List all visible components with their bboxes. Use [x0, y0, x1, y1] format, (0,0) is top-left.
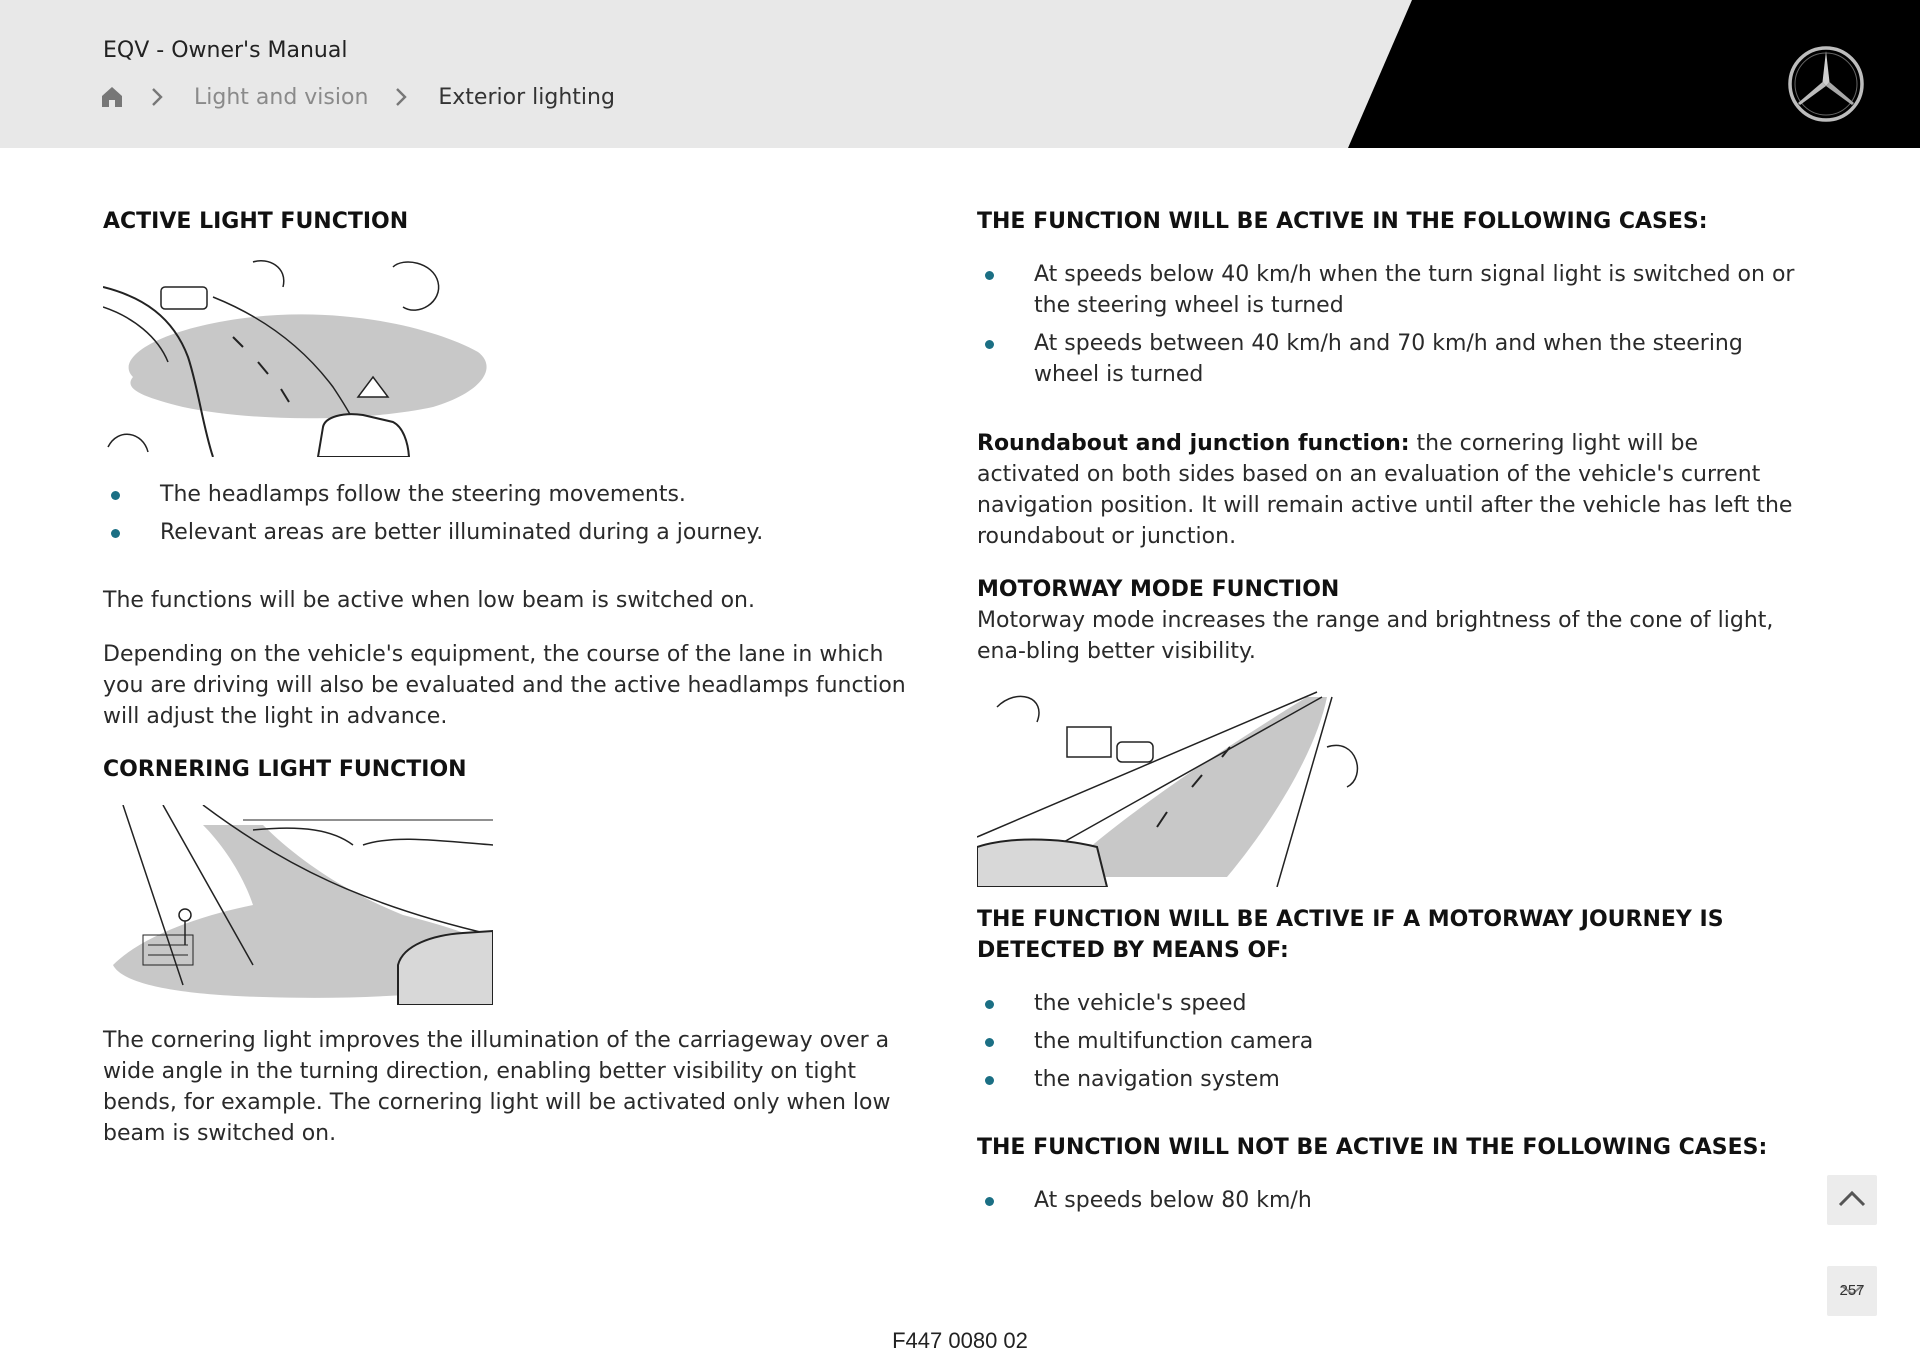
bullet-icon [985, 271, 994, 280]
active-cases-bullets [977, 259, 1797, 390]
list-item [103, 517, 923, 548]
list-item [977, 259, 1797, 321]
scroll-up-button[interactable] [1827, 1175, 1877, 1225]
motorway-detect-bullets [977, 988, 1797, 1095]
manual-title: EQV - Owner's Manual [103, 38, 348, 63]
right-column [977, 200, 1797, 1223]
bullet-icon [985, 1000, 994, 1009]
chevron-right-icon [392, 85, 410, 109]
breadcrumb-exterior-lighting: Exterior lighting [438, 84, 615, 110]
list-item [103, 479, 923, 510]
cornering-light-illustration [103, 805, 493, 1005]
not-active-bullets [977, 1185, 1797, 1216]
active-light-para-2: Depending on the vehicle's equipment, the course of the lane in which you are driving will also be evaluated and the active headlamps function will adjust the light in advance. [103, 642, 906, 729]
bullet-icon [985, 340, 994, 349]
active-light-heading: ACTIVE LIGHT FUNCTION [103, 209, 409, 234]
list-item [977, 988, 1797, 1019]
bullet-text: At speeds below 80 km/h [1034, 1188, 1312, 1213]
not-active-heading: THE FUNCTION WILL NOT BE ACTIVE IN THE FOLLOWING CASES: [977, 1135, 1768, 1160]
left-column [103, 200, 923, 1149]
motorway-mode-illustration [977, 687, 1367, 887]
list-item [977, 1064, 1797, 1095]
active-light-para-1: The functions will be active when low beam is switched on. [103, 588, 755, 613]
bullet-text: The headlamps follow the steering movements. [160, 482, 686, 507]
brand-banner [0, 0, 1920, 148]
bullet-icon [111, 491, 120, 500]
cornering-para: The cornering light improves the illumination of the carriageway over a wide angle in the turning direction, enabling better visibility on tight bends, for example. The cornering light will be activated only when low beam is switched on. [103, 1028, 891, 1146]
active-light-bullets [103, 479, 923, 548]
bullet-icon [985, 1076, 994, 1085]
motorway-para: Motorway mode increases the range and brightness of the cone of light, ena-bling better visibility. [977, 608, 1774, 664]
motorway-heading: MOTORWAY MODE FUNCTION [977, 577, 1340, 602]
bullet-text: At speeds between 40 km/h and 70 km/h and when the steering wheel is turned [1034, 331, 1743, 387]
chevron-up-icon [1827, 1175, 1877, 1225]
document-code: F447 0080 02 [892, 1328, 1028, 1353]
bullet-icon [985, 1038, 994, 1047]
bullet-icon [985, 1197, 994, 1206]
active-light-illustration [103, 257, 493, 457]
page-number: 257 [1839, 1282, 1865, 1299]
list-item [977, 1185, 1797, 1216]
mercedes-star-logo [1786, 44, 1866, 124]
home-icon[interactable] [100, 85, 124, 109]
breadcrumb [100, 80, 615, 114]
roundabout-label: Roundabout and junction function: [977, 431, 1410, 456]
roundabout-para [977, 428, 1797, 552]
roundabout-text: the cornering light will be activated on both sides based on an evaluation of the vehicle's current navigation position. It will remain active until after the vehicle has left the roundabout or junction. [977, 431, 1793, 549]
list-item [977, 1026, 1797, 1057]
chevron-right-icon [148, 85, 166, 109]
cornering-heading: CORNERING LIGHT FUNCTION [103, 757, 467, 782]
list-item [977, 328, 1797, 390]
bullet-text: the multifunction camera [1034, 1029, 1314, 1054]
breadcrumb-light-and-vision[interactable]: Light and vision [194, 84, 369, 110]
bullet-text: the vehicle's speed [1034, 991, 1247, 1016]
active-cases-heading: THE FUNCTION WILL BE ACTIVE IN THE FOLLOWING CASES: [977, 209, 1708, 234]
motorway-detect-heading: THE FUNCTION WILL BE ACTIVE IF A MOTORWAY JOURNEY IS DETECTED BY MEANS OF: [977, 907, 1724, 963]
bullet-icon [111, 529, 120, 538]
page-indicator-button[interactable] [1827, 1266, 1877, 1316]
bullet-text: the navigation system [1034, 1067, 1280, 1092]
bullet-text: Relevant areas are better illuminated during a journey. [160, 520, 764, 545]
bullet-text: At speeds below 40 km/h when the turn signal light is switched on or the steering wheel is turned [1034, 262, 1795, 318]
